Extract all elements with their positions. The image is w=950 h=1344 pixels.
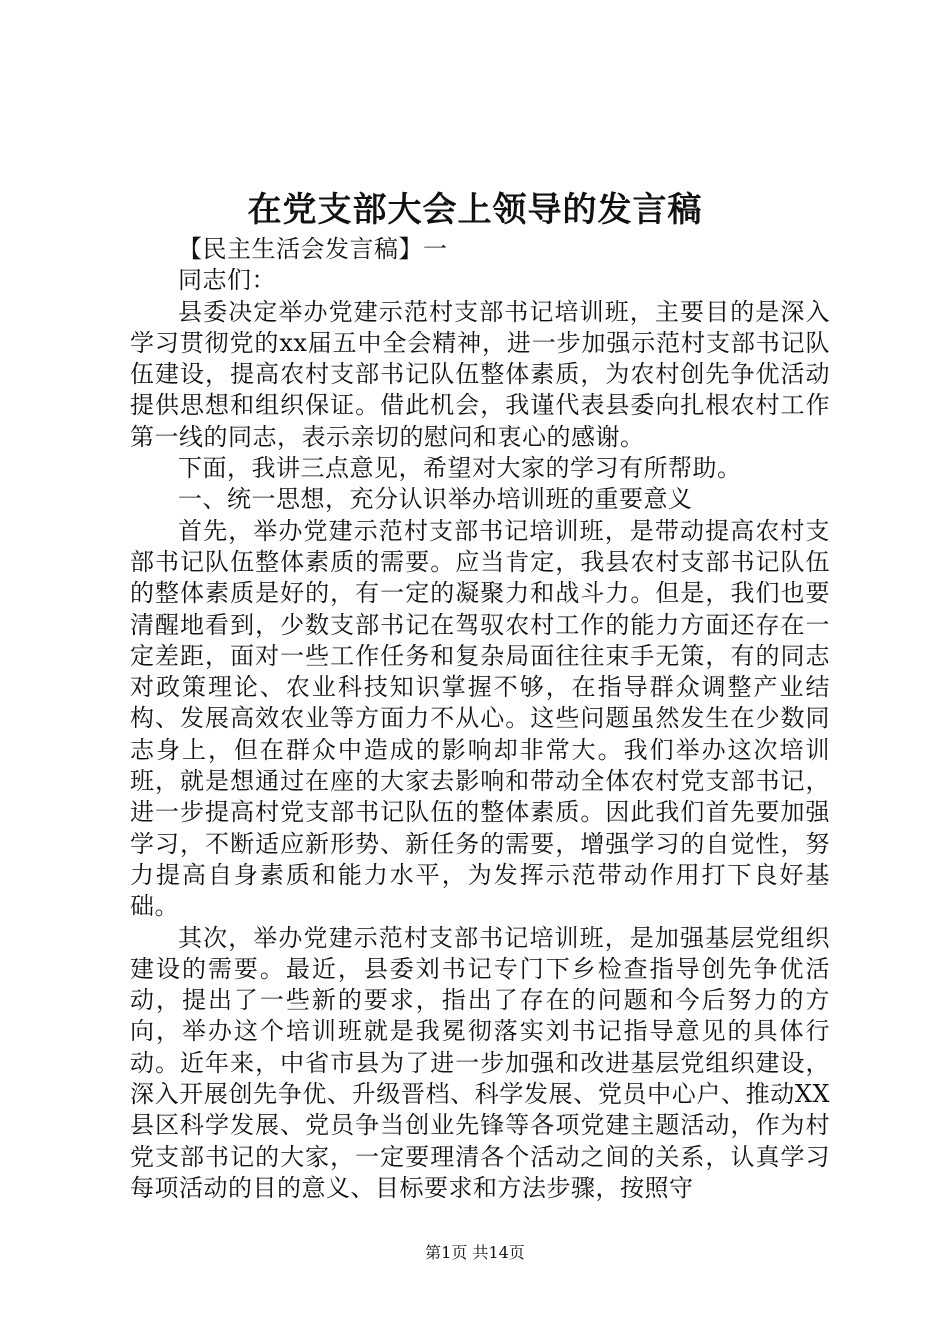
paragraph-salutation: 同志们： — [178, 266, 276, 295]
document-body — [130, 234, 830, 1204]
page-number-footer: 第1页 共14页 — [425, 1243, 525, 1262]
paragraph-outline: 下面，我讲三点意见，希望对大家的学习有所帮助。 — [178, 454, 742, 483]
document-title: 在党支部大会上领导的发言稿 — [247, 190, 703, 230]
paragraph-heading-label: 【民主生活会发言稿】一 — [178, 235, 448, 263]
paragraph-intro: 县委决定举办党建示范村支部书记培训班，主要目的是深入学习贯彻党的xx届五中全会精神，进一步加强示范村支部书记队伍建设，提高农村支部书记队伍整体素质，为农村创先争优活动提供思想和组织保证。借此机会，我谨代表县委向扎根农村工作第一线的同志，表示亲切的慰问和衷心的感谢。 — [130, 297, 830, 451]
section-heading-1: 一、统一思想，充分认识举办培训班的重要意义 — [178, 485, 693, 514]
paragraph-second-point: 其次，举办党建示范村支部书记培训班，是加强基层党组织建设的需要。最近，县委刘书记专门下乡检查指导创先争优活动，提出了一些新的要求，指出了存在的问题和今后努力的方向，举办这个培训班就是我冕彻落实刘书记指导意见的具体行动。近年来，中省市县为了进一步加强和改进基层党组织建设，深入开展创先争优、升级晋档、科学发展、党员中心户、推动XX县区科学发展、党员争当创业先锋等各项党建主题活动，作为村党支部书记的大家，一定要理清各个活动之间的关系，认真学习每项活动的目的意义、目标要求和方法步骤，按照守 — [130, 923, 830, 1202]
paragraph-first-point: 首先，举办党建示范村支部书记培训班，是带动提高农村支部书记队伍整体素质的需要。应当肯定，我县农村支部书记队伍的整体素质是好的，有一定的凝聚力和战斗力。但是，我们也要清醒地看到，少数支部书记在驾驭农村工作的能力方面还存在一定差距，面对一些工作任务和复杂局面往往束手无策，有的同志对政策理论、农业科技知识掌握不够，在指导群众调整产业结构、发展高效农业等方面力不从心。这些问题虽然发生在少数同志身上，但在群众中造成的影响却非常大。我们举办这次培训班，就是想通过在座的大家去影响和带动全体农村党支部书记，进一步提高村党支部书记队伍的整体素质。因此我们首先要加强学习，不断适应新形势、新任务的需要，增强学习的自觉性，努力提高自身素质和能力水平，为发挥示范带动作用打下良好基础。 — [130, 516, 830, 921]
